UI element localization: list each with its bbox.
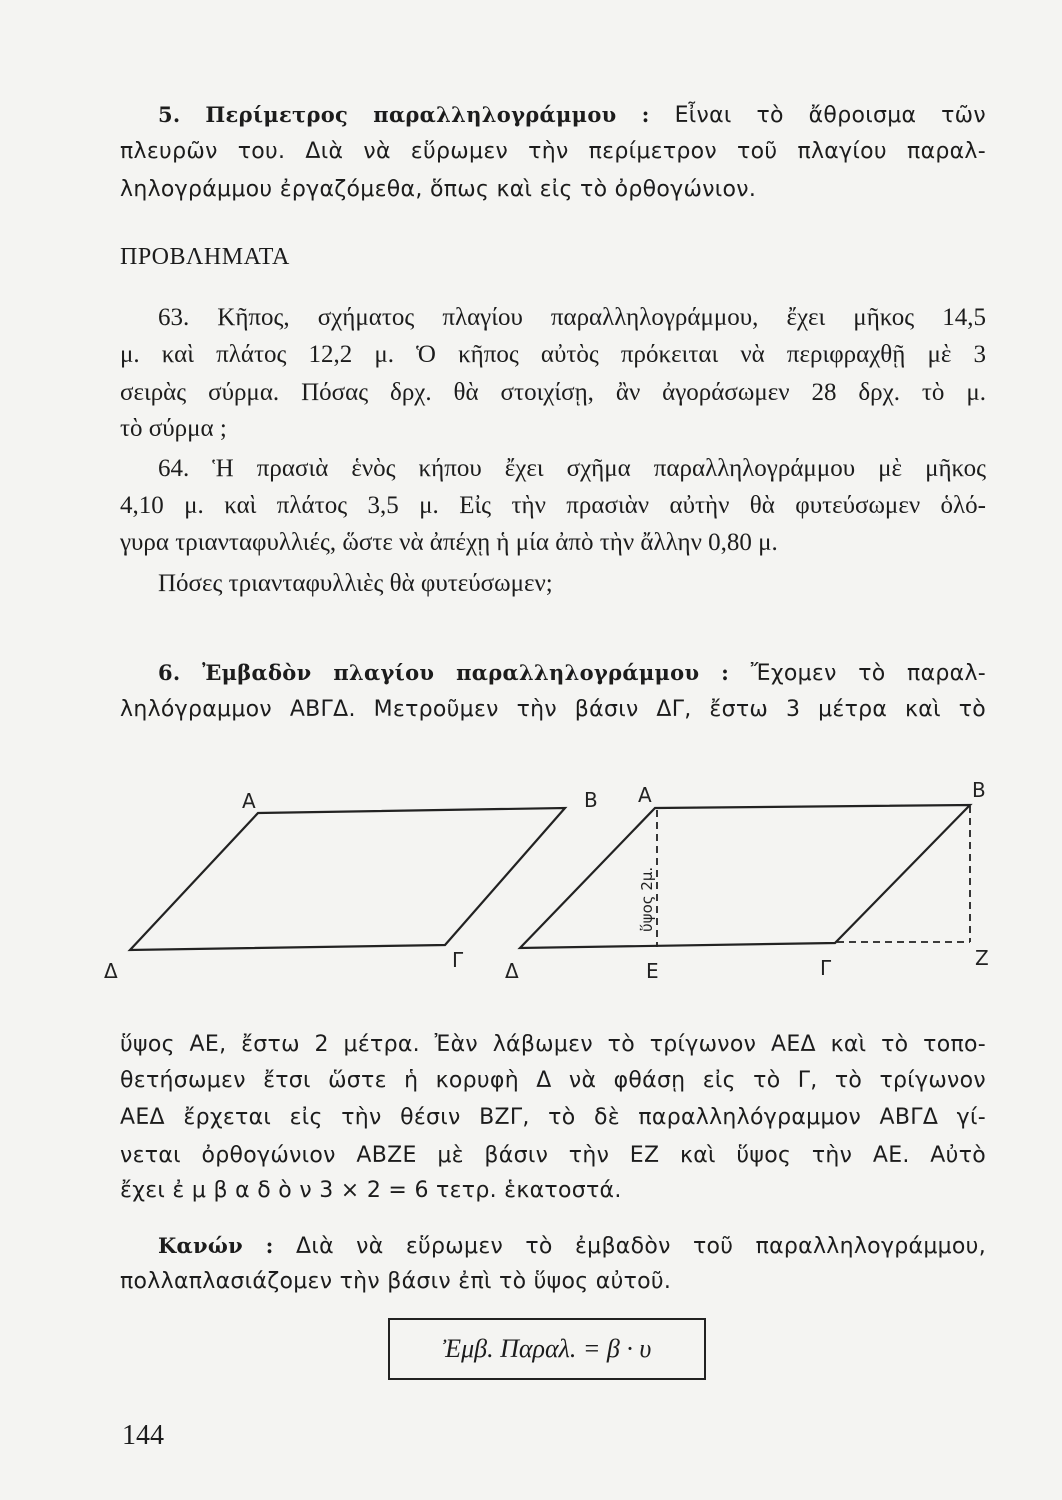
section6-text: Ἔχομεν τὸ παραλ- xyxy=(750,661,987,686)
label-right-A: A xyxy=(638,783,652,807)
section6-line5: ΑΕΔ ἔρχεται εἰς τὴν θέσιν ΒΖΓ, τὸ δὲ παραλληλόγραμμον ΑΒΓΔ γί- xyxy=(120,1105,986,1130)
problem63-line4: τὸ σύρμα ; xyxy=(120,415,227,442)
section6-line1 xyxy=(158,658,986,689)
label-right-Z: Z xyxy=(975,946,989,970)
section5-line2: πλευρῶν του. Διὰ νὰ εὕρωμεν τὴν περίμετρον τοῦ πλαγίου παραλ- xyxy=(120,139,986,164)
parallelogram-figure xyxy=(0,760,1062,1000)
problems-heading: ΠΡΟΒΛΗΜΑΤΑ xyxy=(120,244,290,270)
right-parallelogram xyxy=(520,805,970,948)
section5-title: Περίμετρος παραλληλογράμμου : xyxy=(205,102,650,127)
label-left-B: B xyxy=(584,788,598,812)
problem64-line1: 64. Ἡ πρασιὰ ἑνὸς κήπου ἔχει σχῆμα παραλληλογράμμου μὲ μῆκος xyxy=(158,455,986,482)
label-left-G: Γ xyxy=(452,948,464,972)
problem64-line3: γυρα τριανταφυλλιές, ὥστε νὰ ἀπέχῃ ἡ μία ἀπὸ τὴν ἄλλην 0,80 μ. xyxy=(120,529,778,556)
section6-number: 6. xyxy=(158,660,181,685)
label-left-D: Δ xyxy=(104,959,118,983)
section6-line6: νεται ὀρθογώνιον ΑΒΖΕ μὲ βάσιν τὴν ΕΖ καὶ ὕψος τὴν ΑΕ. Αὐτὸ xyxy=(120,1143,986,1168)
page-number: 144 xyxy=(122,1420,164,1451)
rule-text: Διὰ νὰ εὕρωμεν τὸ ἐμβαδὸν τοῦ παραλληλογράμμου, xyxy=(295,1234,987,1259)
section6-line4: θετήσωμεν ἔτσι ὥστε ἡ κορυφὴ Δ νὰ φθάσῃ εἰς τὸ Γ, τὸ τρίγωνον xyxy=(120,1068,986,1093)
label-right-B: B xyxy=(972,778,986,802)
rule-line2: πολλαπλασιάζομεν τὴν βάσιν ἐπὶ τὸ ὕψος αὐτοῦ. xyxy=(120,1269,672,1294)
section6-line3: ὕψος ΑΕ, ἔστω 2 μέτρα. Ἐὰν λάβωμεν τὸ τρίγωνον ΑΕΔ καὶ τὸ τοπο- xyxy=(120,1032,986,1057)
problem64-line4: Πόσες τριανταφυλλιὲς θὰ φυτεύσωμεν; xyxy=(158,570,553,597)
section5-text: Εἶναι τὸ ἄθροισμα τῶν xyxy=(674,103,986,128)
section5-line3: ληλογράμμου ἐργαζόμεθα, ὅπως καὶ εἰς τὸ ὀρθογώνιον. xyxy=(120,177,757,202)
area-formula: Ἐμβ. Παραλ. = β · υ xyxy=(442,1334,652,1363)
label-right-G: Γ xyxy=(820,956,832,980)
rule-line1 xyxy=(158,1231,986,1262)
label-right-E: E xyxy=(646,959,659,983)
section5-number: 5. xyxy=(158,102,181,127)
left-parallelogram xyxy=(130,808,565,950)
problem63-line1: 63. Κῆπος, σχήματος πλαγίου παραλληλογράμμου, ἔχει μῆκος 14,5 xyxy=(158,304,986,331)
label-right-D: Δ xyxy=(505,959,519,983)
section6-line7: ἔχει ἐ μ β α δ ὸ ν 3 × 2 = 6 τετρ. ἑκατοστά. xyxy=(120,1178,622,1203)
area-formula-box xyxy=(388,1318,706,1380)
label-left-A: A xyxy=(242,789,256,813)
problem64-line2: 4,10 μ. καὶ πλάτος 3,5 μ. Εἰς τὴν πρασιὰν αὐτὴν θὰ φυτεύσωμεν ὁλό- xyxy=(120,492,986,519)
problem63-line2: μ. καὶ πλάτος 12,2 μ. Ὁ κῆπος αὐτὸς πρόκειται νὰ περιφραχθῇ μὲ 3 xyxy=(120,341,986,368)
height-label: ὕψος 2μ. xyxy=(638,866,656,932)
section6-title: Ἐμβαδὸν πλαγίου παραλληλογράμμου : xyxy=(202,660,730,685)
section6-line2: ληλόγραμμον ΑΒΓΔ. Μετροῦμεν τὴν βάσιν ΔΓ, ἔστω 3 μέτρα καὶ τὸ xyxy=(120,697,986,722)
rule-title: Κανών : xyxy=(158,1233,274,1258)
problem63-line3: σειρὰς σύρμα. Πόσας δρχ. θὰ στοιχίσῃ, ἂν ἀγοράσωμεν 28 δρχ. τὸ μ. xyxy=(120,379,986,406)
section5-line1 xyxy=(158,100,986,131)
